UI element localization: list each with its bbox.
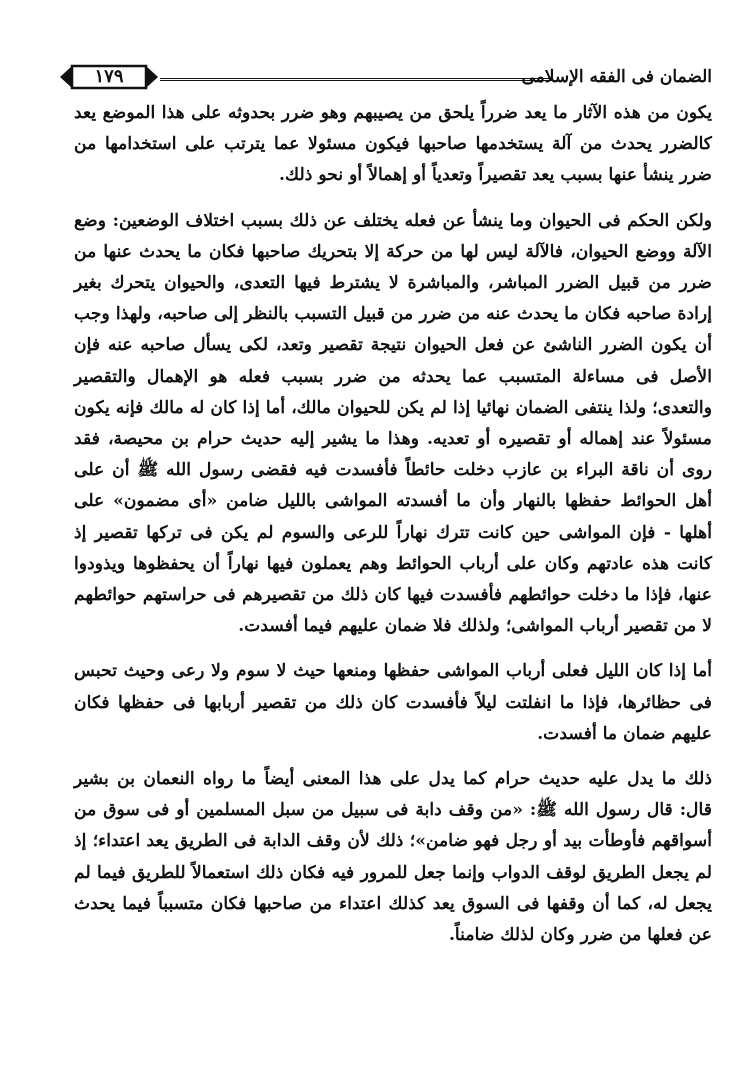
page-number: ١٧٩ (94, 66, 124, 87)
page-number-frame (60, 64, 158, 90)
paragraph-2: ولكن الحكم فى الحيوان وما ينشأ عن فعله يختلف عن ذلك بسبب اختلاف الوضعين: وضع الآلة ووضع الحيوان، فالآلة ليس لها من حركة إلا بتحريك صاحبها فكان ما يحدث عنها من ضرر من قبيل الضرر المباشر، والمباشرة لا يشترط فيها التعدى، والحيوان يتحرك بغير إرادة صاحبه فكان ما يحدث عنه من ضرر من قبيل التسبب بالنظر إلى صاحبه، ولهذا وجب أن يكون الضرر الناشئ عن فعل الحيوان نتيجة تقصير وتعد، لكى يسأل صاحبه عنه فإن الأصل فى مساءلة المتسبب عما يحدثه من ضرر بسبب فعله هو الإهمال والتقصير والتعدى؛ ولذا ينتفى الضمان نهائيا إذا لم يكن للحيوان مالك، أما إذا كان له مالك فإنه يكون مسئولاً عند إهماله أو تقصيره أو تعديه. وهذا ما يشير إليه حديث حرام بن محيصة، فقد روى أن ناقة البراء بن عازب دخلت حائطاً فأفسدت فيه فقضى رسول الله ﷺ أن على أهل الحوائط حفظها بالنهار وأن ما أفسدته المواشى بالليل ضامن «أى مضمون» على أهلها - فإن المواشى حين كانت تترك نهاراً للرعى والسوم لم يكن فى تركها تقصير إذ كانت هذه عادتهم وكان على أرباب الحوائط وهم يعملون فيها نهاراً أن يحفظوها ويذودوا عنها، فإذا ما دخلت حوائطهم فأفسدت فيها كان ذلك من تقصيرهم فى حراستهم حوائطهم لا من تقصير أرباب المواشى؛ ولذلك فلا ضمان عليهم فيما أفسدت. (74, 210, 712, 637)
paragraph-3: أما إذا كان الليل فعلى أرباب المواشى حفظها ومنعها حيث لا سوم ولا رعى وحيث تحبس فى حظائرها، فإذا ما انفلتت ليلاً فأفسدت كان ذلك من تقصير أربابها فى حفظها فكان عليهم ضمان ما أفسدت. (74, 661, 712, 744)
paragraph-4: ذلك ما يدل عليه حديث حرام كما يدل على هذا المعنى أيضاً ما رواه النعمان بن بشير قال: قال رسول الله ﷺ: «من وقف دابة فى سبيل من سبل المسلمين أو فى سوق من أسواقهم فأوطأت بيد أو رجل فهو ضامن»؛ ذلك لأن وقف الدابة فى الطريق يعد اعتداء؛ إذ لم يجعل الطريق لوقف الدواب وإنما جعل للمرور فيه فكان ذلك استعمالاً للطريق فيما لم يجعل له، كما أن وقفها فى السوق يعد كذلك اعتداء من صاحبها فكان متسبباً فيما يحدث عن فعلها من ضرر وكان لذلك ضامناً. (74, 769, 712, 946)
paragraph-1: يكون من هذه الآثار ما يعد ضرراً يلحق من يصيبهم وهو ضرر بحدوثه على هذا الموضع يعد كالضرر يحدث من آلة يستخدمها صاحبها فيكون مسئولا عما يترتب على استخدامها من ضرر ينشأ عنها بسبب يعد تقصيراً وتعدياً أو إهمالاً أو نحو ذلك. (74, 103, 712, 186)
book-title: الضمان فى الفقه الإسلامى (521, 67, 712, 87)
running-header (60, 62, 712, 96)
header-rule (160, 78, 552, 81)
page-body (74, 98, 712, 965)
